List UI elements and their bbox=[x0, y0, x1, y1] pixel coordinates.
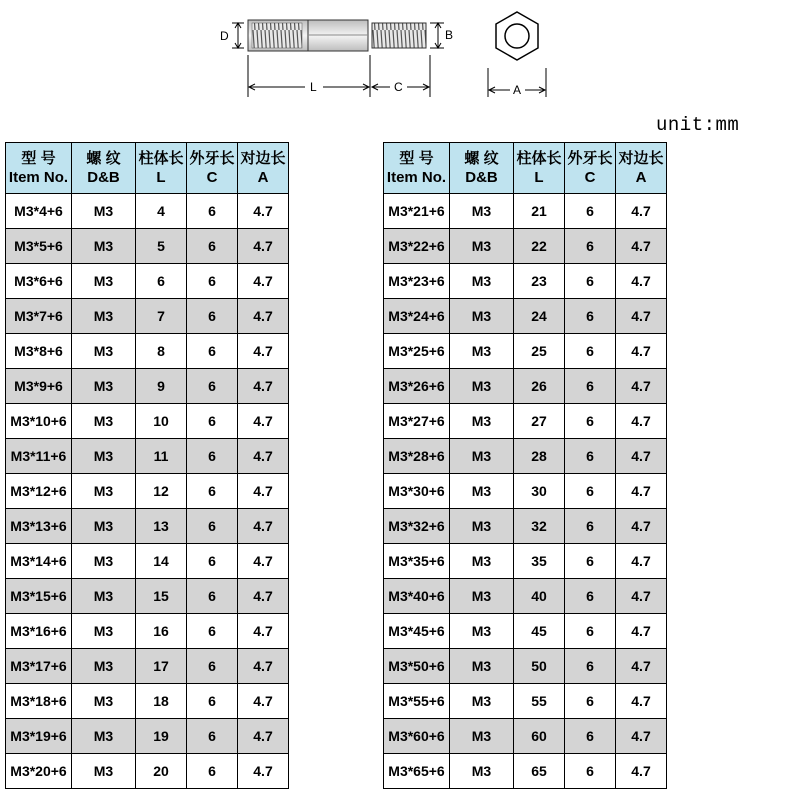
cell-body-length: 15 bbox=[136, 579, 187, 614]
cell-body-length: 12 bbox=[136, 474, 187, 509]
cell-thread-length: 6 bbox=[187, 474, 238, 509]
cell-thread-length: 6 bbox=[187, 754, 238, 789]
header-cn-label: 柱体长 bbox=[138, 150, 184, 167]
cell-body-length: 10 bbox=[136, 404, 187, 439]
cell-thread: M3 bbox=[72, 509, 136, 544]
cell-thread: M3 bbox=[72, 369, 136, 404]
cell-thread: M3 bbox=[450, 334, 514, 369]
label-c: C bbox=[394, 80, 403, 94]
cell-item-no: M3*19+6 bbox=[6, 719, 72, 754]
cell-across-flats: 4.7 bbox=[616, 544, 667, 579]
cell-thread-length: 6 bbox=[565, 614, 616, 649]
cell-body-length: 55 bbox=[514, 684, 565, 719]
cell-item-no: M3*35+6 bbox=[384, 544, 450, 579]
cell-body-length: 4 bbox=[136, 194, 187, 229]
table-row bbox=[6, 264, 289, 299]
cell-item-no: M3*26+6 bbox=[384, 369, 450, 404]
cell-across-flats: 4.7 bbox=[238, 719, 289, 754]
cell-across-flats: 4.7 bbox=[616, 719, 667, 754]
cell-thread-length: 6 bbox=[187, 334, 238, 369]
table-row bbox=[6, 439, 289, 474]
cell-item-no: M3*13+6 bbox=[6, 509, 72, 544]
cell-thread: M3 bbox=[450, 649, 514, 684]
cell-thread-length: 6 bbox=[565, 439, 616, 474]
header-cn-label: 外牙长 bbox=[567, 150, 613, 167]
cell-thread-length: 6 bbox=[187, 544, 238, 579]
cell-across-flats: 4.7 bbox=[616, 404, 667, 439]
header-en-label: A bbox=[257, 169, 269, 186]
cell-body-length: 19 bbox=[136, 719, 187, 754]
header-across-flats bbox=[616, 143, 667, 194]
table-body bbox=[6, 194, 289, 789]
cell-across-flats: 4.7 bbox=[238, 299, 289, 334]
cell-thread: M3 bbox=[450, 404, 514, 439]
cell-across-flats: 4.7 bbox=[616, 579, 667, 614]
cell-thread-length: 6 bbox=[565, 369, 616, 404]
cell-thread: M3 bbox=[450, 719, 514, 754]
header-cn-label: 螺 纹 bbox=[86, 150, 121, 167]
cell-across-flats: 4.7 bbox=[238, 264, 289, 299]
cell-body-length: 50 bbox=[514, 649, 565, 684]
cell-across-flats: 4.7 bbox=[238, 544, 289, 579]
cell-thread: M3 bbox=[72, 334, 136, 369]
cell-thread: M3 bbox=[72, 544, 136, 579]
header-row bbox=[6, 143, 289, 194]
cell-item-no: M3*40+6 bbox=[384, 579, 450, 614]
cell-across-flats: 4.7 bbox=[616, 614, 667, 649]
label-l: L bbox=[310, 80, 317, 94]
header-en-label: D&B bbox=[87, 169, 120, 186]
cell-thread: M3 bbox=[72, 719, 136, 754]
cell-body-length: 18 bbox=[136, 684, 187, 719]
cell-item-no: M3*21+6 bbox=[384, 194, 450, 229]
cell-thread-length: 6 bbox=[187, 369, 238, 404]
cell-across-flats: 4.7 bbox=[616, 299, 667, 334]
table-row bbox=[6, 474, 289, 509]
cell-body-length: 32 bbox=[514, 509, 565, 544]
cell-item-no: M3*11+6 bbox=[6, 439, 72, 474]
cell-across-flats: 4.7 bbox=[616, 439, 667, 474]
cell-across-flats: 4.7 bbox=[238, 474, 289, 509]
spec-table-left bbox=[5, 142, 289, 789]
table-row bbox=[6, 334, 289, 369]
cell-thread-length: 6 bbox=[565, 474, 616, 509]
table-row bbox=[6, 579, 289, 614]
cell-thread-length: 6 bbox=[565, 579, 616, 614]
header-en-label: D&B bbox=[465, 169, 498, 186]
header-body-length bbox=[514, 143, 565, 194]
header-cn-label: 柱体长 bbox=[516, 150, 562, 167]
cell-thread-length: 6 bbox=[187, 649, 238, 684]
cell-thread: M3 bbox=[450, 194, 514, 229]
cell-thread-length: 6 bbox=[187, 229, 238, 264]
table-row bbox=[384, 474, 667, 509]
cell-item-no: M3*25+6 bbox=[384, 334, 450, 369]
cell-thread-length: 6 bbox=[187, 194, 238, 229]
cell-across-flats: 4.7 bbox=[616, 684, 667, 719]
table-row bbox=[384, 334, 667, 369]
cell-item-no: M3*27+6 bbox=[384, 404, 450, 439]
table-row bbox=[6, 194, 289, 229]
cell-body-length: 30 bbox=[514, 474, 565, 509]
header-en-label: Item No. bbox=[8, 169, 69, 186]
cell-across-flats: 4.7 bbox=[238, 194, 289, 229]
table-row bbox=[384, 649, 667, 684]
spec-table-right bbox=[383, 142, 667, 789]
header-en-label: L bbox=[156, 169, 166, 186]
cell-thread: M3 bbox=[72, 194, 136, 229]
cell-body-length: 40 bbox=[514, 579, 565, 614]
cell-thread: M3 bbox=[450, 754, 514, 789]
cell-thread: M3 bbox=[72, 614, 136, 649]
cell-across-flats: 4.7 bbox=[616, 194, 667, 229]
cell-body-length: 20 bbox=[136, 754, 187, 789]
table-row bbox=[384, 439, 667, 474]
cell-thread-length: 6 bbox=[187, 404, 238, 439]
cell-body-length: 28 bbox=[514, 439, 565, 474]
header-cn-label: 对边长 bbox=[240, 150, 286, 167]
cell-thread-length: 6 bbox=[565, 334, 616, 369]
header-cn-label: 螺 纹 bbox=[464, 150, 499, 167]
table-row bbox=[384, 579, 667, 614]
header-cn-label: 型 号 bbox=[399, 150, 434, 167]
header-en-label: L bbox=[534, 169, 544, 186]
label-a: A bbox=[513, 83, 522, 97]
cell-item-no: M3*22+6 bbox=[384, 229, 450, 264]
cell-thread: M3 bbox=[72, 649, 136, 684]
cell-item-no: M3*45+6 bbox=[384, 614, 450, 649]
cell-body-length: 60 bbox=[514, 719, 565, 754]
cell-body-length: 5 bbox=[136, 229, 187, 264]
cell-thread-length: 6 bbox=[565, 754, 616, 789]
cell-thread-length: 6 bbox=[187, 579, 238, 614]
cell-thread-length: 6 bbox=[565, 194, 616, 229]
standoff-drawing bbox=[0, 0, 790, 110]
cell-item-no: M3*16+6 bbox=[6, 614, 72, 649]
table-row bbox=[384, 614, 667, 649]
header-thread bbox=[72, 143, 136, 194]
cell-body-length: 6 bbox=[136, 264, 187, 299]
cell-across-flats: 4.7 bbox=[238, 369, 289, 404]
cell-thread-length: 6 bbox=[187, 614, 238, 649]
cell-item-no: M3*32+6 bbox=[384, 509, 450, 544]
header-item-no bbox=[6, 143, 72, 194]
cell-item-no: M3*5+6 bbox=[6, 229, 72, 264]
header-cn-label: 对边长 bbox=[618, 150, 664, 167]
table-row bbox=[384, 754, 667, 789]
table-row bbox=[384, 194, 667, 229]
cell-item-no: M3*7+6 bbox=[6, 299, 72, 334]
cell-thread-length: 6 bbox=[565, 299, 616, 334]
cell-item-no: M3*30+6 bbox=[384, 474, 450, 509]
cell-thread-length: 6 bbox=[187, 439, 238, 474]
table-row bbox=[6, 299, 289, 334]
table-row bbox=[6, 754, 289, 789]
header-en-label: Item No. bbox=[386, 169, 447, 186]
cell-across-flats: 4.7 bbox=[238, 439, 289, 474]
dimension-l bbox=[248, 55, 370, 97]
cell-body-length: 35 bbox=[514, 544, 565, 579]
cell-thread: M3 bbox=[450, 229, 514, 264]
cell-body-length: 23 bbox=[514, 264, 565, 299]
cell-item-no: M3*50+6 bbox=[384, 649, 450, 684]
cell-thread: M3 bbox=[72, 404, 136, 439]
dimension-d bbox=[232, 23, 244, 48]
cell-body-length: 27 bbox=[514, 404, 565, 439]
table-row bbox=[384, 369, 667, 404]
cell-thread: M3 bbox=[72, 299, 136, 334]
header-en-label: A bbox=[635, 169, 647, 186]
table-row bbox=[6, 509, 289, 544]
cell-thread: M3 bbox=[450, 369, 514, 404]
cell-thread-length: 6 bbox=[565, 229, 616, 264]
cell-across-flats: 4.7 bbox=[616, 474, 667, 509]
cell-thread: M3 bbox=[450, 684, 514, 719]
cell-item-no: M3*9+6 bbox=[6, 369, 72, 404]
cell-thread: M3 bbox=[450, 264, 514, 299]
table-row bbox=[6, 544, 289, 579]
cell-item-no: M3*15+6 bbox=[6, 579, 72, 614]
cell-item-no: M3*65+6 bbox=[384, 754, 450, 789]
table-row bbox=[6, 719, 289, 754]
cell-thread: M3 bbox=[450, 579, 514, 614]
cell-thread-length: 6 bbox=[187, 719, 238, 754]
table-row bbox=[384, 544, 667, 579]
cell-thread-length: 6 bbox=[565, 684, 616, 719]
cell-body-length: 65 bbox=[514, 754, 565, 789]
cell-across-flats: 4.7 bbox=[616, 754, 667, 789]
cell-across-flats: 4.7 bbox=[238, 649, 289, 684]
cell-item-no: M3*17+6 bbox=[6, 649, 72, 684]
cell-across-flats: 4.7 bbox=[616, 649, 667, 684]
cell-body-length: 25 bbox=[514, 334, 565, 369]
cell-body-length: 13 bbox=[136, 509, 187, 544]
cell-thread: M3 bbox=[72, 439, 136, 474]
cell-thread: M3 bbox=[72, 579, 136, 614]
cell-thread-length: 6 bbox=[565, 649, 616, 684]
table-row bbox=[6, 684, 289, 719]
cell-across-flats: 4.7 bbox=[616, 509, 667, 544]
cell-across-flats: 4.7 bbox=[616, 334, 667, 369]
table-row bbox=[6, 404, 289, 439]
cell-across-flats: 4.7 bbox=[238, 614, 289, 649]
label-b: B bbox=[445, 28, 454, 42]
cell-thread: M3 bbox=[450, 614, 514, 649]
cell-item-no: M3*12+6 bbox=[6, 474, 72, 509]
cell-thread-length: 6 bbox=[565, 404, 616, 439]
table-row bbox=[384, 229, 667, 264]
cell-across-flats: 4.7 bbox=[238, 754, 289, 789]
header-row bbox=[384, 143, 667, 194]
header-thread bbox=[450, 143, 514, 194]
header-cn-label: 型 号 bbox=[21, 150, 56, 167]
table-row bbox=[384, 684, 667, 719]
cell-thread-length: 6 bbox=[565, 544, 616, 579]
cell-body-length: 26 bbox=[514, 369, 565, 404]
cell-item-no: M3*60+6 bbox=[384, 719, 450, 754]
cell-item-no: M3*10+6 bbox=[6, 404, 72, 439]
table-row bbox=[384, 719, 667, 754]
cell-item-no: M3*6+6 bbox=[6, 264, 72, 299]
cell-item-no: M3*14+6 bbox=[6, 544, 72, 579]
cell-thread-length: 6 bbox=[187, 299, 238, 334]
header-en-label: C bbox=[584, 169, 596, 186]
dimension-b bbox=[430, 23, 444, 48]
unit-label: unit:mm bbox=[656, 114, 740, 136]
cell-thread: M3 bbox=[450, 299, 514, 334]
header-across-flats bbox=[238, 143, 289, 194]
cell-thread-length: 6 bbox=[187, 264, 238, 299]
cell-thread-length: 6 bbox=[565, 509, 616, 544]
cell-body-length: 14 bbox=[136, 544, 187, 579]
cell-across-flats: 4.7 bbox=[616, 369, 667, 404]
cell-body-length: 45 bbox=[514, 614, 565, 649]
table-row bbox=[384, 509, 667, 544]
cell-thread: M3 bbox=[72, 474, 136, 509]
cell-body-length: 9 bbox=[136, 369, 187, 404]
cell-thread: M3 bbox=[72, 754, 136, 789]
cell-across-flats: 4.7 bbox=[238, 684, 289, 719]
cell-across-flats: 4.7 bbox=[238, 509, 289, 544]
cell-body-length: 21 bbox=[514, 194, 565, 229]
cell-across-flats: 4.7 bbox=[238, 404, 289, 439]
cell-thread: M3 bbox=[72, 229, 136, 264]
cell-item-no: M3*28+6 bbox=[384, 439, 450, 474]
cell-item-no: M3*8+6 bbox=[6, 334, 72, 369]
table-row bbox=[6, 229, 289, 264]
header-body-length bbox=[136, 143, 187, 194]
header-en-label: C bbox=[206, 169, 218, 186]
header-item-no bbox=[384, 143, 450, 194]
table-row bbox=[384, 404, 667, 439]
cell-item-no: M3*24+6 bbox=[384, 299, 450, 334]
cell-thread-length: 6 bbox=[187, 509, 238, 544]
cell-thread: M3 bbox=[450, 509, 514, 544]
cell-body-length: 7 bbox=[136, 299, 187, 334]
male-thread bbox=[372, 23, 426, 48]
label-d: D bbox=[220, 29, 229, 43]
cell-across-flats: 4.7 bbox=[616, 229, 667, 264]
standoff-body bbox=[248, 20, 368, 51]
table-row bbox=[6, 614, 289, 649]
cell-thread: M3 bbox=[72, 684, 136, 719]
cell-item-no: M3*20+6 bbox=[6, 754, 72, 789]
header-thread-length bbox=[565, 143, 616, 194]
table-row bbox=[6, 369, 289, 404]
cell-thread: M3 bbox=[450, 439, 514, 474]
cell-across-flats: 4.7 bbox=[238, 229, 289, 264]
cell-across-flats: 4.7 bbox=[238, 579, 289, 614]
cell-thread: M3 bbox=[72, 264, 136, 299]
cell-item-no: M3*4+6 bbox=[6, 194, 72, 229]
cell-thread-length: 6 bbox=[565, 264, 616, 299]
cell-body-length: 8 bbox=[136, 334, 187, 369]
cell-body-length: 17 bbox=[136, 649, 187, 684]
cell-thread-length: 6 bbox=[187, 684, 238, 719]
cell-thread: M3 bbox=[450, 544, 514, 579]
cell-body-length: 11 bbox=[136, 439, 187, 474]
cell-thread-length: 6 bbox=[565, 719, 616, 754]
table-row bbox=[384, 299, 667, 334]
cell-thread: M3 bbox=[450, 474, 514, 509]
cell-body-length: 22 bbox=[514, 229, 565, 264]
table-row bbox=[384, 264, 667, 299]
cell-item-no: M3*23+6 bbox=[384, 264, 450, 299]
header-cn-label: 外牙长 bbox=[189, 150, 235, 167]
cell-across-flats: 4.7 bbox=[238, 334, 289, 369]
table-body bbox=[384, 194, 667, 789]
cell-body-length: 16 bbox=[136, 614, 187, 649]
cell-across-flats: 4.7 bbox=[616, 264, 667, 299]
header-thread-length bbox=[187, 143, 238, 194]
cell-body-length: 24 bbox=[514, 299, 565, 334]
cell-item-no: M3*55+6 bbox=[384, 684, 450, 719]
cell-item-no: M3*18+6 bbox=[6, 684, 72, 719]
table-row bbox=[6, 649, 289, 684]
hex-nut-view bbox=[496, 12, 538, 60]
